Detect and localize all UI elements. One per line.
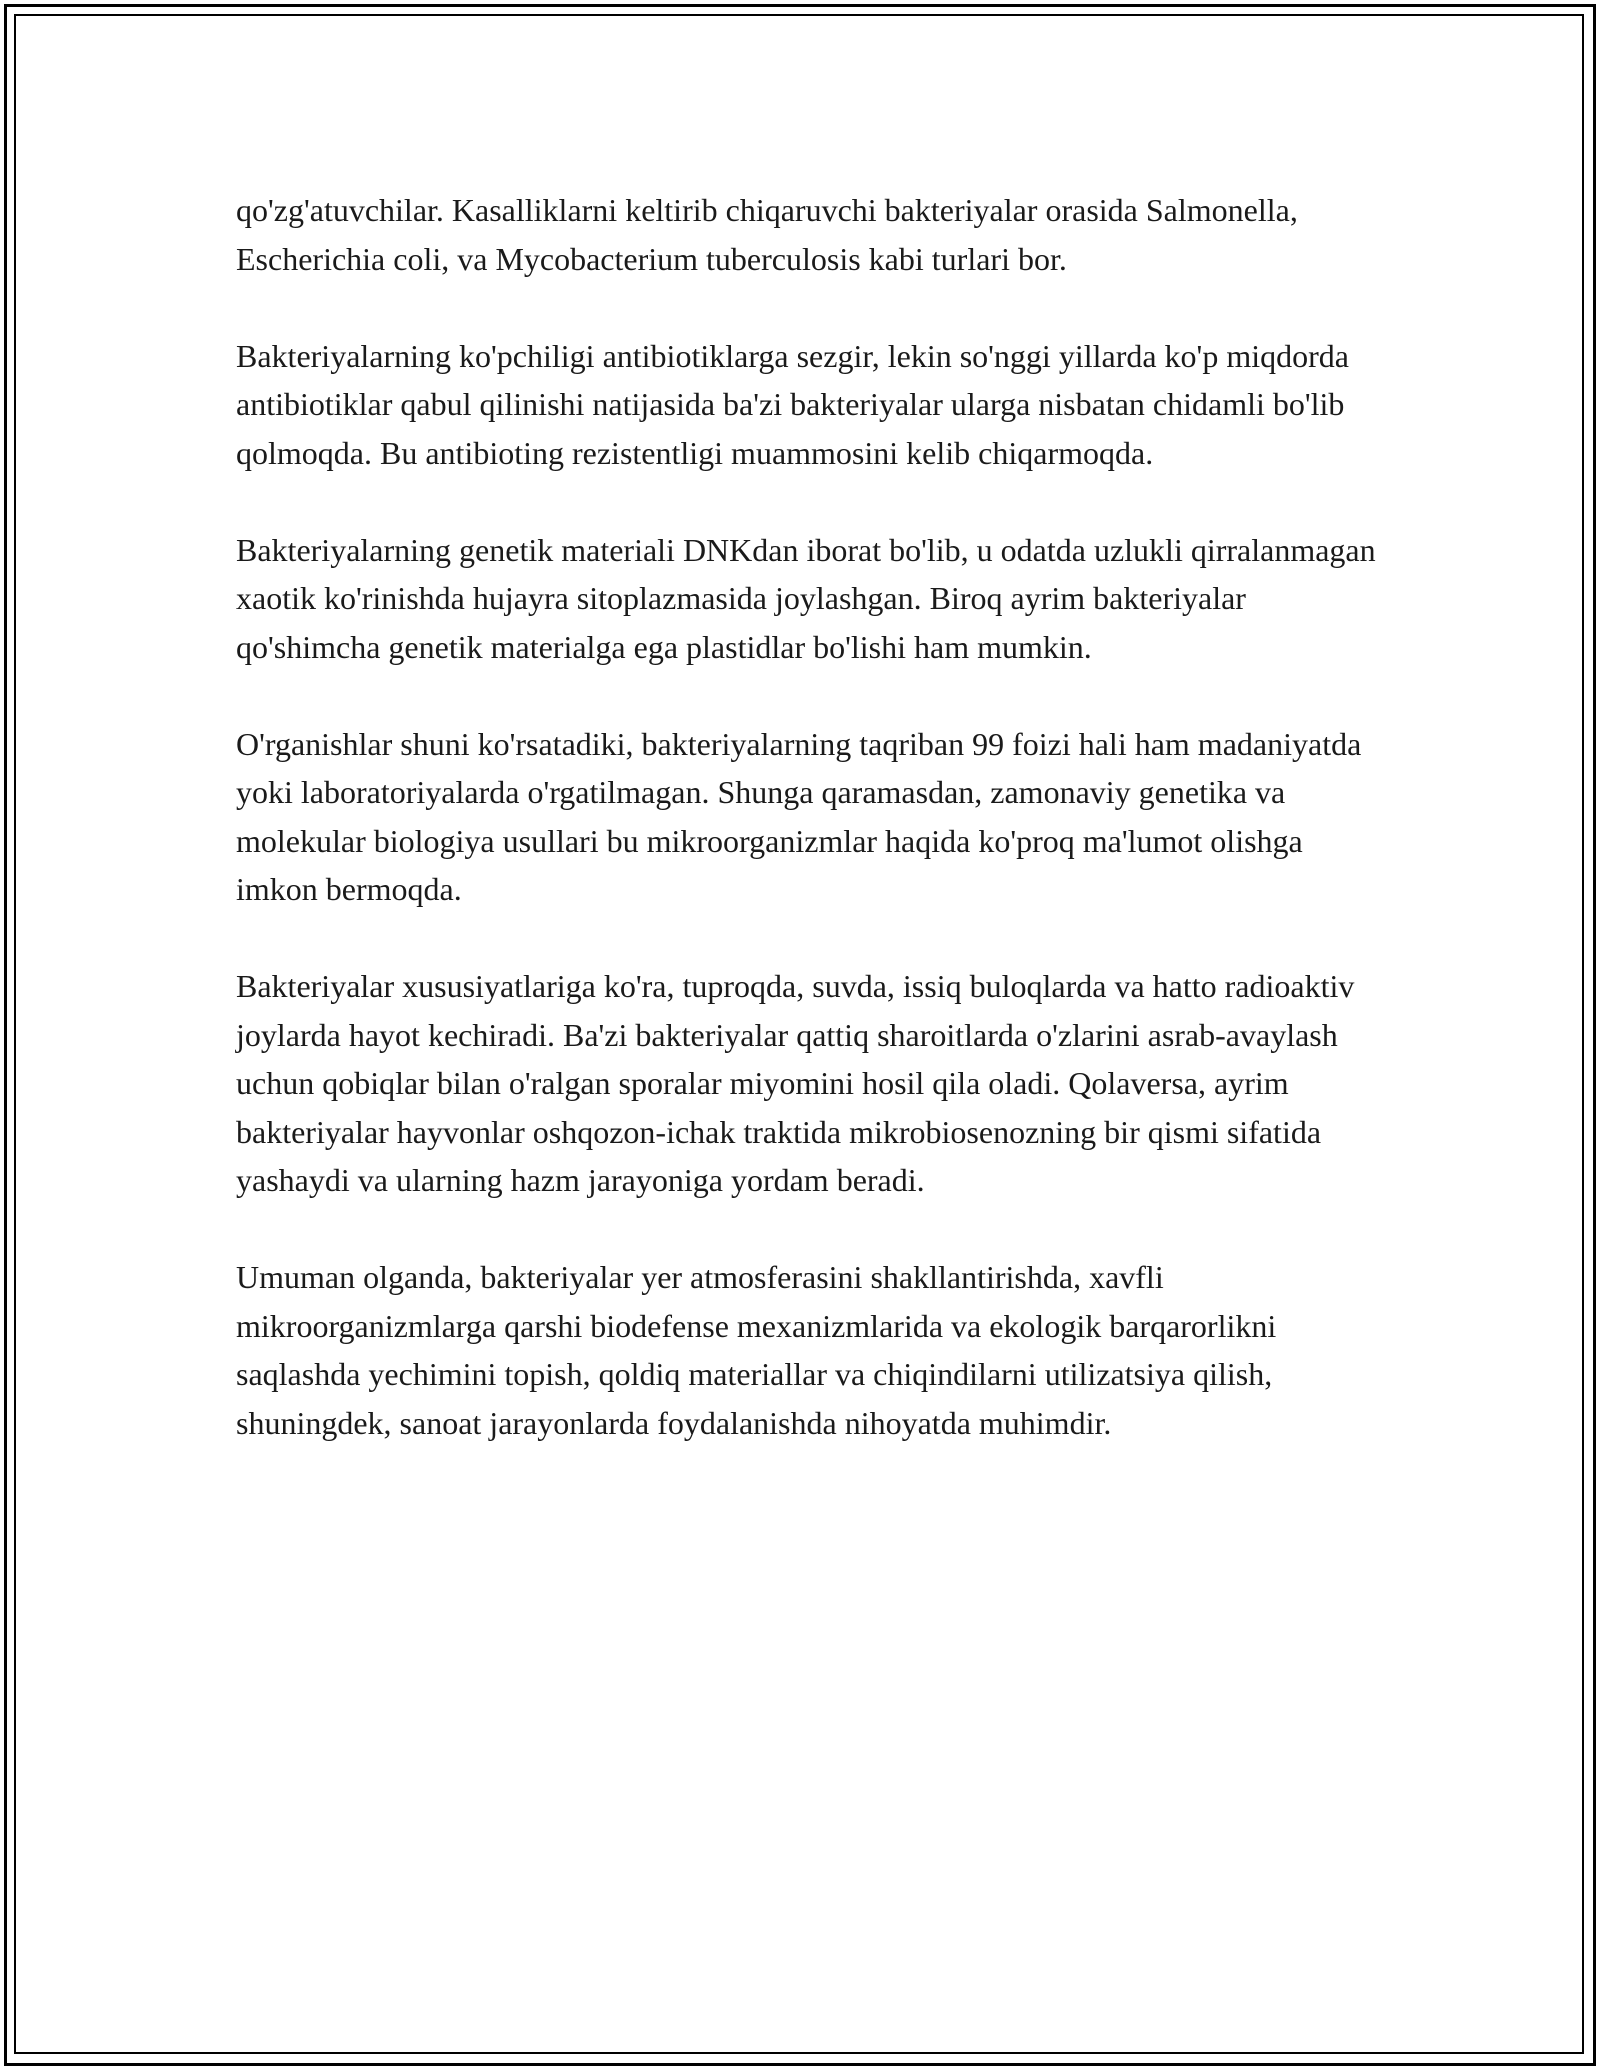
paragraph-1: qo'zg'atuvchilar. Kasalliklarni keltirib chiqaruvchi bakteriyalar orasida Salmonella, Escherichia coli, va Mycobacterium tuberculosis kabi turlari bor. xyxy=(236,192,1298,277)
paragraph-3: Bakteriyalarning genetik materiali DNKdan iborat bo'lib, u odatda uzlukli qirralanmagan xaotik ko'rinishda hujayra sitoplazmasida joylashgan. Biroq ayrim bakteriyalar qo'shimcha genetik materialga ega plastidlar bo'lishi ham mumkin. xyxy=(236,531,1376,665)
document-body xyxy=(236,186,1376,1496)
paragraph-5: Bakteriyalar xususiyatlariga ko'ra, tuproqda, suvda, issiq buloqlarda va hatto radioaktiv joylarda hayot kechiradi. Ba'zi bakteriyalar qattiq sharoitlarda o'zlarini asrab-avaylash uchun qobiqlar bilan o'ralgan sporalar miyomini hosil qila oladi. Qolaversa, ayrim bakteriyalar hayvonlar oshqozon-ichak traktida mikrobiosenozning bir qismi sifatida yashaydi va ularning hazm jarayoniga yordam beradi. xyxy=(236,968,1355,1198)
paragraph-4: O'rganishlar shuni ko'rsatadiki, bakteriyalarning taqriban 99 foizi hali ham madaniyatda yoki laboratoriyalarda o'rgatilmagan. Shunga qaramasdan, zamonaviy genetika va molekular biologiya usullari bu mikroorganizmlar haqida ko'proq ma'lumot olishga imkon bermoqda. xyxy=(236,725,1362,907)
paragraph-2: Bakteriyalarning ko'pchiligi antibiotiklarga sezgir, lekin so'nggi yillarda ko'p miqdorda antibiotiklar qabul qilinishi natijasida ba'zi bakteriyalar ularga nisbatan chidamli bo'lib qolmoqda. Bu antibioting rezistentligi muammosini kelib chiqarmoqda. xyxy=(236,337,1349,471)
paragraph-6: Umuman olganda, bakteriyalar yer atmosferasini shakllantirishda, xavfli mikroorganizmlarga qarshi biodefense mexanizmlarida va ekologik barqarorlikni saqlashda yechimini topish, qoldiq materiallar va chiqindilarni utilizatsiya qilish, shuningdek, sanoat jarayonlarda foydalanishda nihoyatda muhimdir. xyxy=(236,1259,1277,1441)
